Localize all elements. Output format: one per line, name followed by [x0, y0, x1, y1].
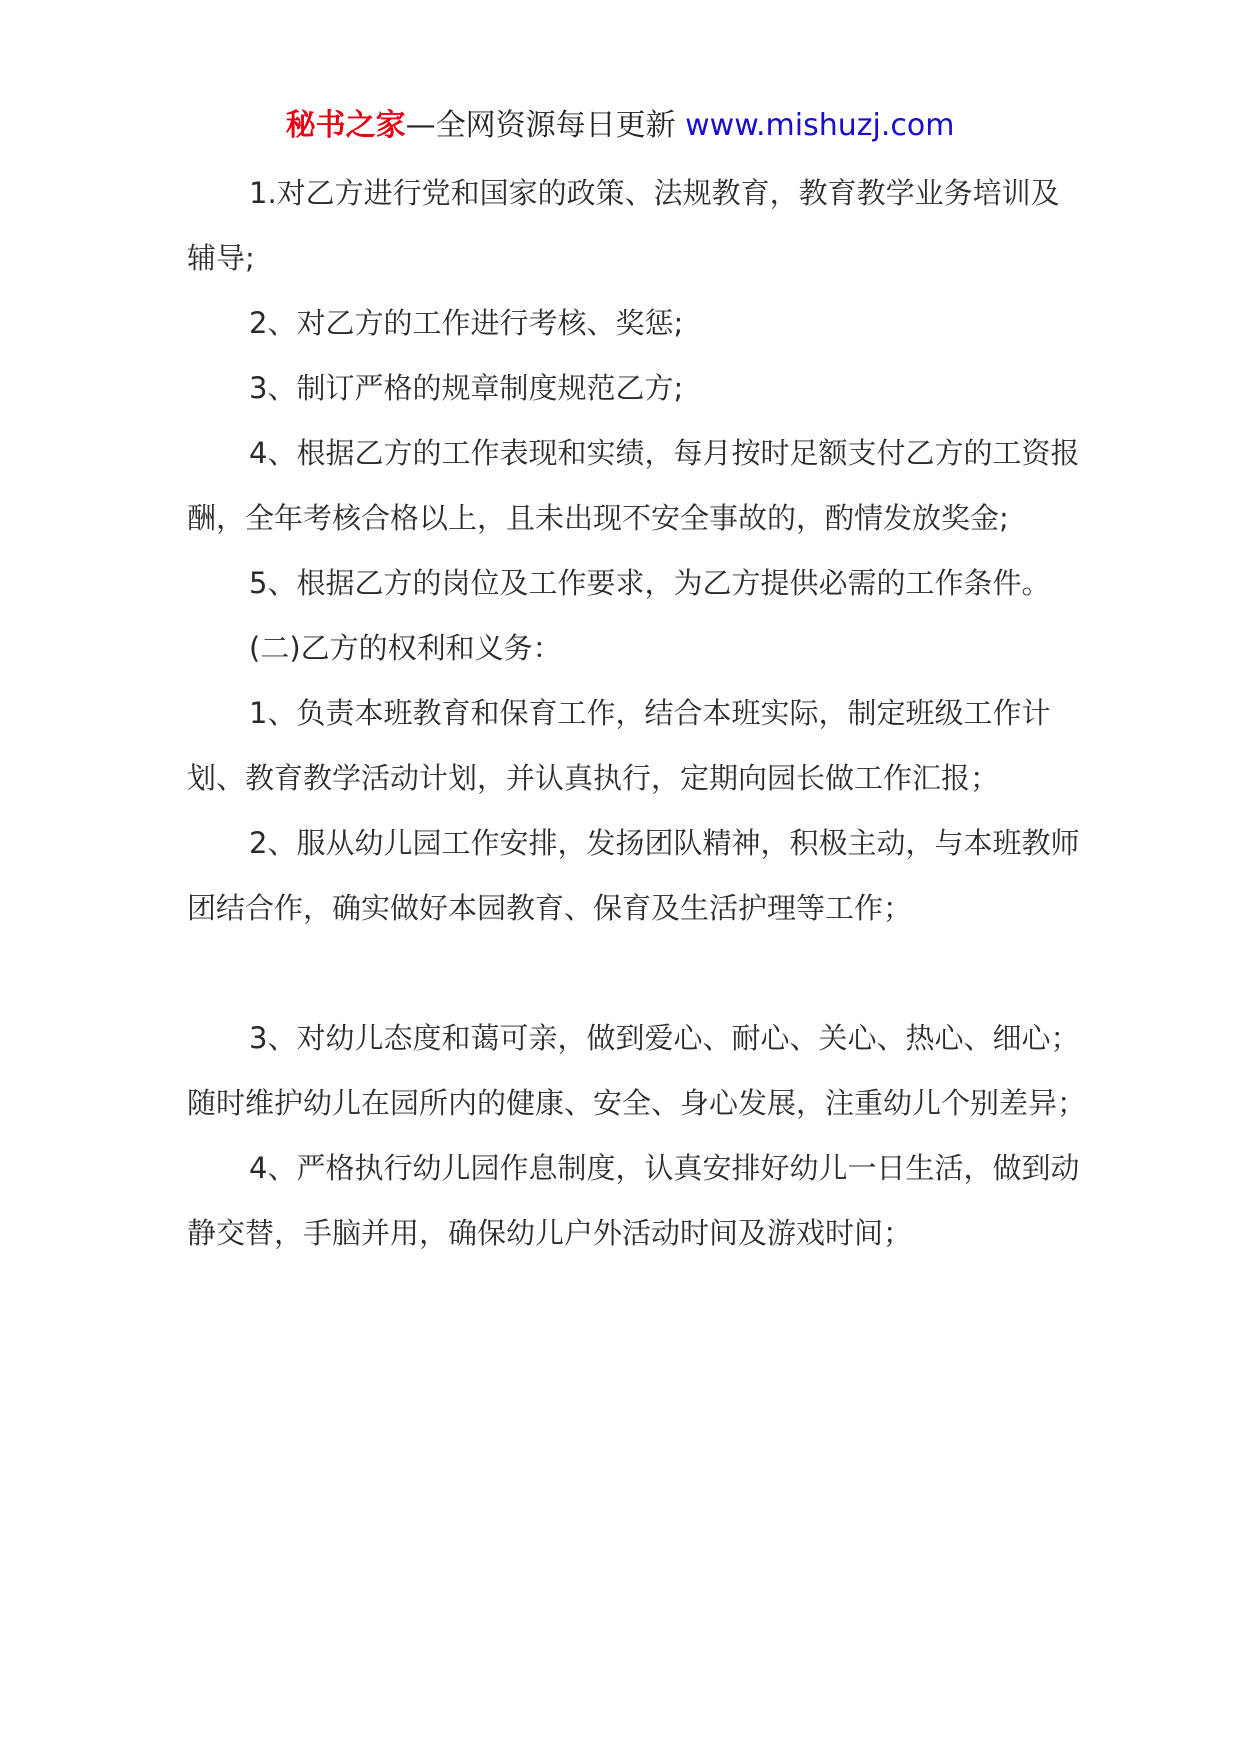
- brand-name: 秘书之家: [285, 108, 406, 143]
- paragraph-party-b-duty-3: 3、对幼儿态度和蔼可亲，做到爱心、耐心、关心、热心、细心；随时维护幼儿在园所内的健康、安全、身心发展，注重幼儿个别差异；: [187, 1021, 1087, 1120]
- paragraph-party-b-duty-1: 1、负责本班教育和保育工作，结合本班实际，制定班级工作计划、教育教学活动计划，并认真执行，定期向园长做工作汇报；: [187, 696, 1051, 795]
- section-heading-party-b: (二)乙方的权利和义务：: [249, 631, 562, 665]
- site-url-link[interactable]: www.mishuzj.com: [685, 108, 955, 143]
- paragraph-party-a-duty-5: 5、根据乙方的岗位及工作要求，为乙方提供必需的工作条件。: [249, 566, 1051, 600]
- header-tagline: —全网资源每日更新: [405, 108, 686, 143]
- paragraph-party-a-duty-2: 2、对乙方的工作进行考核、奖惩;: [249, 306, 684, 340]
- paragraph-party-b-duty-2: 2、服从幼儿园工作安排，发扬团队精神，积极主动，与本班教师团结合作，确实做好本园教育、保育及生活护理等工作；: [187, 826, 1080, 925]
- paragraph-party-a-duty-1: 1.对乙方进行党和国家的政策、法规教育，教育教学业务培训及辅导;: [187, 176, 1060, 275]
- paragraph-party-a-duty-3: 3、制订严格的规章制度规范乙方;: [249, 371, 684, 405]
- site-header: [0, 104, 1240, 148]
- paragraph-party-b-duty-4: 4、严格执行幼儿园作息制度，认真安排好幼儿一日生活，做到动静交替，手脑并用，确保幼儿户外活动时间及游戏时间；: [187, 1151, 1080, 1250]
- paragraph-party-a-duty-4: 4、根据乙方的工作表现和实绩，每月按时足额支付乙方的工资报酬，全年考核合格以上，且未出现不安全事故的，酌情发放奖金;: [187, 436, 1080, 535]
- document-body: [187, 161, 1087, 1266]
